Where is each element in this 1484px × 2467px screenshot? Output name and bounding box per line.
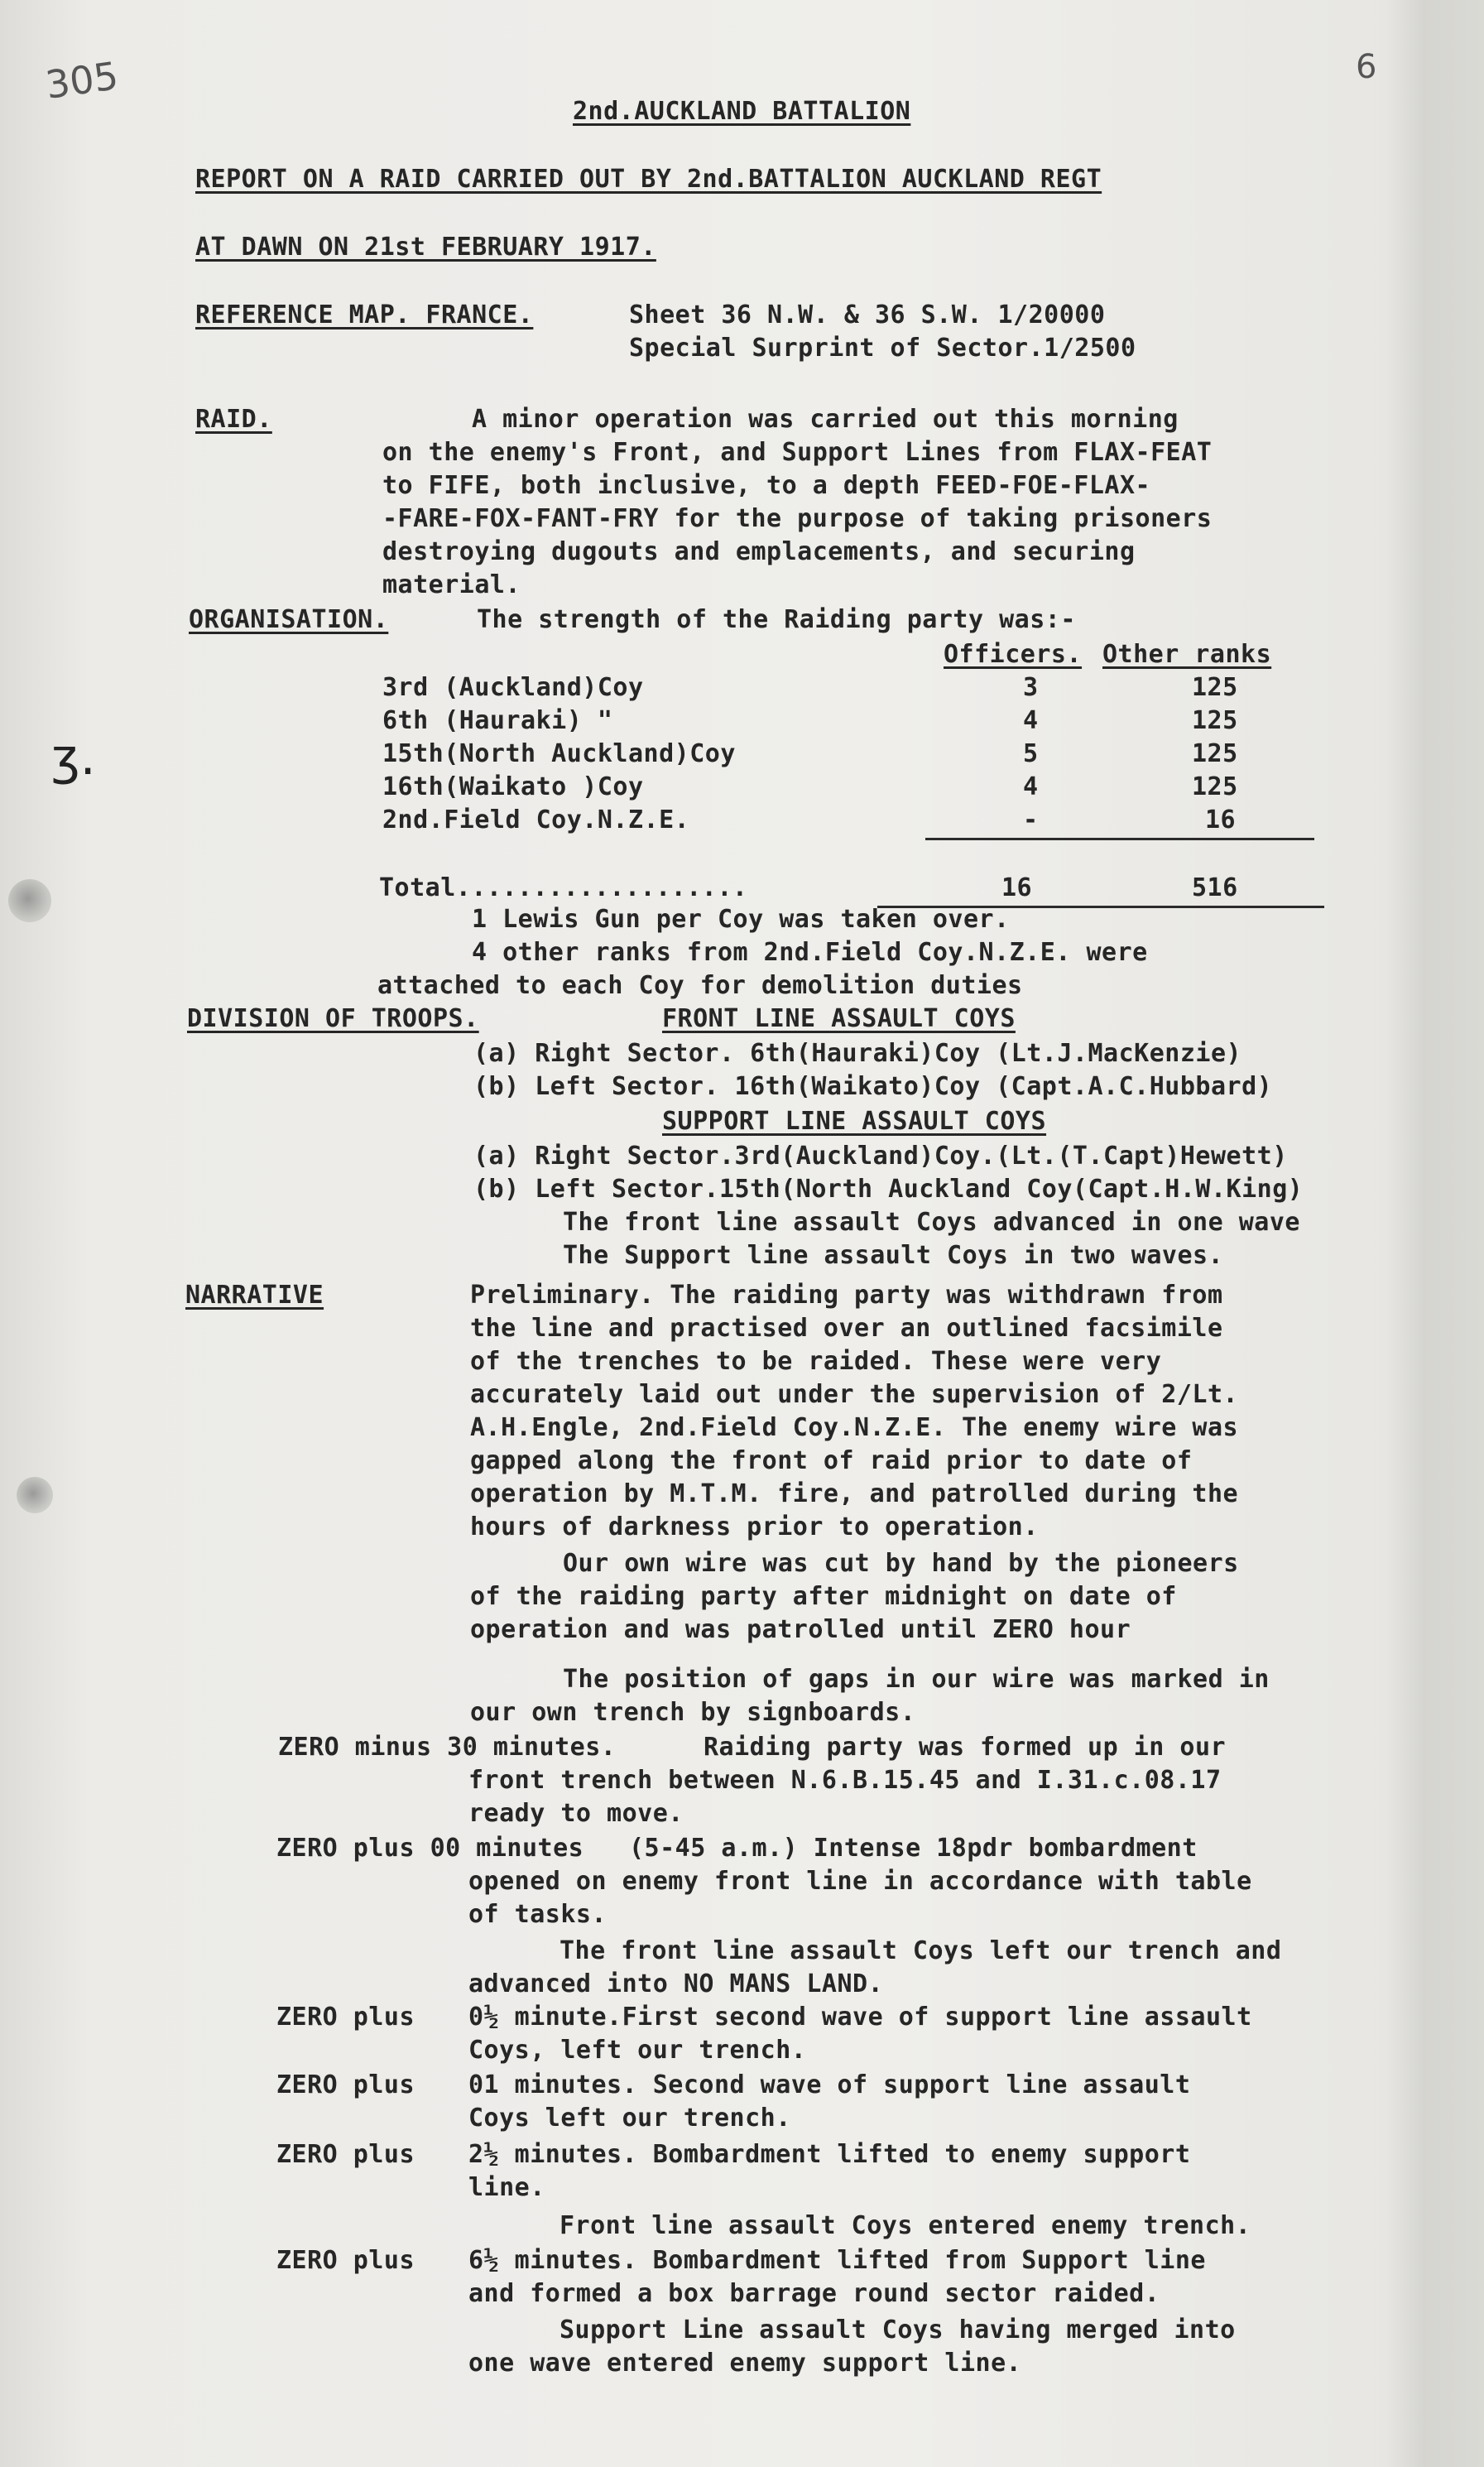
paper-edge-shadow — [1385, 0, 1484, 2467]
narrative-line: accurately laid out under the supervision of 2/Lt. — [470, 1380, 1239, 1409]
division-label: DIVISION OF TROOPS. — [187, 1004, 479, 1033]
timeline-line: one wave entered enemy support line. — [468, 2349, 1022, 2378]
total-label: Total................... — [379, 873, 748, 902]
raid-label: RAID. — [195, 405, 272, 434]
page-number: 6 — [1356, 48, 1377, 86]
support-line-heading: SUPPORT LINE ASSAULT COYS — [662, 1107, 1047, 1136]
wave-note: The Support line assault Coys in two waves. — [563, 1241, 1224, 1270]
other-ranks-count: 125 — [1192, 772, 1238, 801]
timeline-time: ZERO minus 30 minutes. — [278, 1733, 617, 1762]
document-title: 2nd.AUCKLAND BATTALION — [573, 97, 911, 126]
narrative-line: of the trenches to be raided. These were very — [470, 1347, 1162, 1376]
timeline-line: advanced into NO MANS LAND. — [468, 1969, 884, 1998]
raid-line: A minor operation was carried out this morning — [472, 405, 1179, 434]
support-line-assignment: (a) Right Sector.3rd(Auckland)Coy.(Lt.(T.Capt)Hewett) — [473, 1142, 1288, 1171]
other-ranks-count: 125 — [1192, 706, 1238, 735]
narrative-line: gapped along the front of raid prior to date of — [470, 1446, 1193, 1475]
reference-map-line-2: Special Surprint of Sector.1/2500 — [629, 334, 1136, 363]
timeline-line: Raiding party was formed up in our — [704, 1733, 1227, 1762]
narrative-line: of the raiding party after midnight on date of — [470, 1582, 1177, 1611]
timeline-line: 2½ minutes. Bombardment lifted to enemy support — [468, 2140, 1191, 2169]
timeline-line: and formed a box barrage round sector raided. — [468, 2279, 1160, 2308]
unit-name: 2nd.Field Coy.N.Z.E. — [382, 806, 690, 834]
raid-line: on the enemy's Front, and Support Lines from FLAX-FEAT — [382, 438, 1213, 467]
unit-name: 16th(Waikato )Coy — [382, 772, 644, 801]
organisation-note: attached to each Coy for demolition duties — [377, 971, 1023, 1000]
timeline-line: The front line assault Coys left our trench and — [560, 1936, 1282, 1965]
timeline-time: ZERO plus — [276, 2246, 415, 2275]
officers-count: 4 — [1023, 706, 1039, 735]
timeline-time: ZERO plus — [276, 2140, 415, 2169]
narrative-line: hours of darkness prior to operation. — [470, 1512, 1039, 1541]
document-date: AT DAWN ON 21st FEBRUARY 1917. — [195, 233, 656, 262]
narrative-line: the line and practised over an outlined facsimile — [470, 1314, 1223, 1343]
organisation-label: ORGANISATION. — [189, 605, 389, 634]
timeline-line: 01 minutes. Second wave of support line assault — [468, 2070, 1191, 2099]
subtotal-rule — [925, 838, 1314, 840]
officers-count: 4 — [1023, 772, 1039, 801]
timeline-line: (5-45 a.m.) Intense 18pdr bombardment — [629, 1834, 1198, 1863]
raid-line: to FIFE, both inclusive, to a depth FEED-FOE-FLAX- — [382, 471, 1151, 500]
timeline-line: of tasks. — [468, 1900, 608, 1929]
column-header-other-ranks: Other ranks — [1102, 640, 1272, 669]
raid-line: destroying dugouts and emplacements, and securing — [382, 537, 1136, 566]
reference-map-line-1: Sheet 36 N.W. & 36 S.W. 1/20000 — [629, 301, 1106, 329]
narrative-line: Preliminary. The raiding party was withdrawn from — [470, 1281, 1223, 1310]
folio-number: 305 — [42, 53, 122, 108]
raid-line: -FARE-FOX-FANT-FRY for the purpose of taking prisoners — [382, 504, 1213, 533]
unit-name: 15th(North Auckland)Coy — [382, 739, 736, 768]
narrative-line: operation and was patrolled until ZERO hour — [470, 1615, 1131, 1644]
narrative-line: Our own wire was cut by hand by the pioneers — [563, 1549, 1239, 1578]
support-line-assignment: (b) Left Sector.15th(North Auckland Coy(Capt.H.W.King) — [473, 1175, 1304, 1204]
front-line-heading: FRONT LINE ASSAULT COYS — [662, 1004, 1016, 1033]
narrative-line: The position of gaps in our wire was marked in — [563, 1665, 1270, 1694]
other-ranks-count: 125 — [1192, 673, 1238, 702]
punch-hole — [17, 1477, 53, 1513]
timeline-time: ZERO plus — [276, 2003, 415, 2032]
punch-hole — [8, 879, 51, 922]
unit-name: 6th (Hauraki) " — [382, 706, 613, 735]
wave-note: The front line assault Coys advanced in one wave — [563, 1208, 1300, 1237]
timeline-time: ZERO plus — [276, 2070, 415, 2099]
front-line-assignment: (a) Right Sector. 6th(Hauraki)Coy (Lt.J.MacKenzie) — [473, 1039, 1242, 1068]
unit-name: 3rd (Auckland)Coy — [382, 673, 644, 702]
narrative-line: operation by M.T.M. fire, and patrolled during the — [470, 1479, 1239, 1508]
timeline-line: ready to move. — [468, 1799, 684, 1828]
timeline-line: front trench between N.6.B.15.45 and I.31.c.08.17 — [468, 1766, 1222, 1795]
total-other-ranks: 516 — [1192, 873, 1238, 902]
narrative-line: our own trench by signboards. — [470, 1698, 916, 1727]
raid-line: material. — [382, 570, 521, 599]
timeline-line: line. — [468, 2173, 545, 2202]
other-ranks-count: 16 — [1205, 806, 1237, 834]
reference-map-label: REFERENCE MAP. FRANCE. — [195, 301, 534, 329]
timeline-time: ZERO plus 00 minutes — [276, 1834, 584, 1863]
officers-count: - — [1023, 806, 1039, 834]
organisation-note: 1 Lewis Gun per Coy was taken over. — [472, 905, 1010, 934]
other-ranks-count: 125 — [1192, 739, 1238, 768]
organisation-intro: The strength of the Raiding party was:- — [477, 605, 1076, 634]
front-line-assignment: (b) Left Sector. 16th(Waikato)Coy (Capt.A.C.Hubbard) — [473, 1072, 1273, 1101]
timeline-line: 0½ minute.First second wave of support line assault — [468, 2003, 1252, 2032]
timeline-line: Support Line assault Coys having merged into — [560, 2316, 1236, 2344]
timeline-line: 6½ minutes. Bombardment lifted from Support line — [468, 2246, 1206, 2275]
timeline-line: Coys left our trench. — [468, 2104, 791, 2133]
timeline-line: opened on enemy front line in accordance with table — [468, 1867, 1252, 1896]
total-officers: 16 — [1001, 873, 1033, 902]
officers-count: 5 — [1023, 739, 1039, 768]
narrative-line: A.H.Engle, 2nd.Field Coy.N.Z.E. The enemy wire was — [470, 1413, 1239, 1442]
document-subtitle: REPORT ON A RAID CARRIED OUT BY 2nd.BATTALION AUCKLAND REGT — [195, 165, 1102, 194]
timeline-line: Coys, left our trench. — [468, 2036, 807, 2065]
timeline-line: Front line assault Coys entered enemy trench. — [560, 2211, 1251, 2240]
organisation-note: 4 other ranks from 2nd.Field Coy.N.Z.E. were — [472, 938, 1148, 967]
officers-count: 3 — [1023, 673, 1039, 702]
narrative-label: NARRATIVE — [185, 1281, 324, 1310]
margin-tick: ʒ. — [51, 729, 96, 786]
column-header-officers: Officers. — [944, 640, 1083, 669]
